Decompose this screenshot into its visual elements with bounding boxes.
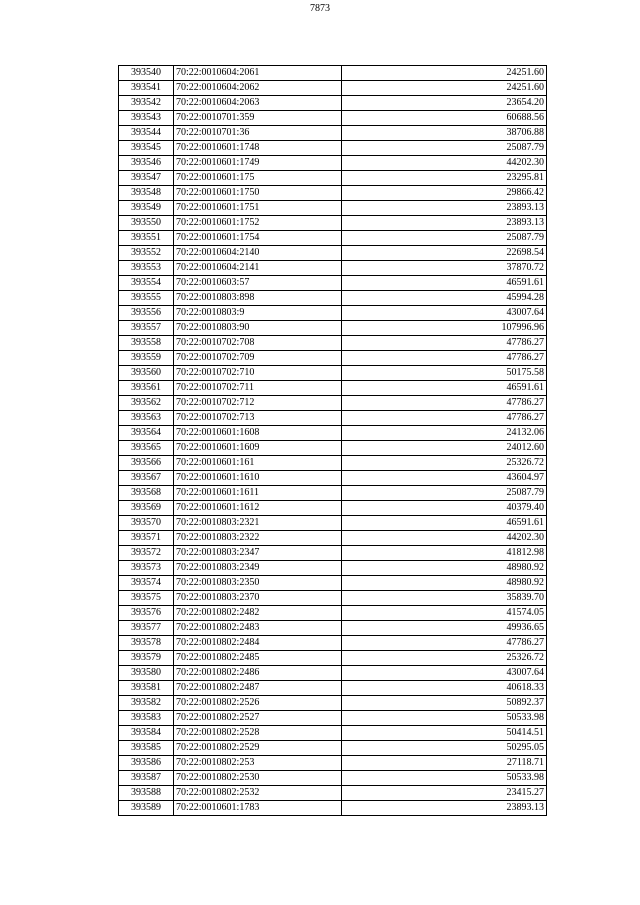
cadastral-value-cell: 60688.56 [342,111,547,126]
row-id-cell: 393587 [119,771,174,786]
row-id-cell: 393547 [119,171,174,186]
row-id-cell: 393568 [119,486,174,501]
table-row [119,336,547,351]
cadastral-number-cell: 70:22:0010803:2349 [174,561,342,576]
cadastral-number-cell: 70:22:0010702:712 [174,396,342,411]
table-row [119,171,547,186]
cadastral-number-cell: 70:22:0010802:2486 [174,666,342,681]
cadastral-value-cell: 41574.05 [342,606,547,621]
table-row [119,351,547,366]
cadastral-number-cell: 70:22:0010601:1754 [174,231,342,246]
table-row [119,711,547,726]
table-row [119,111,547,126]
row-id-cell: 393552 [119,246,174,261]
cadastral-number-cell: 70:22:0010803:2350 [174,576,342,591]
table-row [119,546,547,561]
cadastral-value-cell: 43604.97 [342,471,547,486]
table-row [119,81,547,96]
table-row [119,486,547,501]
row-id-cell: 393549 [119,201,174,216]
row-id-cell: 393548 [119,186,174,201]
row-id-cell: 393577 [119,621,174,636]
cadastral-number-cell: 70:22:0010802:2532 [174,786,342,801]
cadastral-value-table [118,65,547,816]
row-id-cell: 393572 [119,546,174,561]
row-id-cell: 393550 [119,216,174,231]
table-row [119,276,547,291]
row-id-cell: 393546 [119,156,174,171]
cadastral-number-cell: 70:22:0010802:2527 [174,711,342,726]
row-id-cell: 393583 [119,711,174,726]
cadastral-value-cell: 24132.06 [342,426,547,441]
cadastral-number-cell: 70:22:0010702:708 [174,336,342,351]
cadastral-value-cell: 50175.58 [342,366,547,381]
table-row [119,696,547,711]
cadastral-value-cell: 50533.98 [342,711,547,726]
cadastral-value-cell: 22698.54 [342,246,547,261]
cadastral-value-cell: 48980.92 [342,561,547,576]
row-id-cell: 393544 [119,126,174,141]
row-id-cell: 393564 [119,426,174,441]
row-id-cell: 393567 [119,471,174,486]
cadastral-value-cell: 35839.70 [342,591,547,606]
cadastral-number-cell: 70:22:0010601:1610 [174,471,342,486]
table-row [119,321,547,336]
cadastral-value-cell: 41812.98 [342,546,547,561]
row-id-cell: 393566 [119,456,174,471]
table-row [119,531,547,546]
row-id-cell: 393571 [119,531,174,546]
cadastral-value-cell: 23893.13 [342,801,547,816]
table-row [119,741,547,756]
cadastral-value-cell: 23654.20 [342,96,547,111]
table-row [119,381,547,396]
row-id-cell: 393578 [119,636,174,651]
table-row [119,261,547,276]
row-id-cell: 393540 [119,66,174,81]
cadastral-value-cell: 25326.72 [342,456,547,471]
table-row [119,216,547,231]
cadastral-value-cell: 29866.42 [342,186,547,201]
cadastral-number-cell: 70:22:0010601:1783 [174,801,342,816]
cadastral-number-cell: 70:22:0010702:710 [174,366,342,381]
cadastral-number-cell: 70:22:0010601:1609 [174,441,342,456]
cadastral-value-cell: 24251.60 [342,66,547,81]
cadastral-value-cell: 47786.27 [342,411,547,426]
row-id-cell: 393562 [119,396,174,411]
table-row [119,636,547,651]
cadastral-value-cell: 24251.60 [342,81,547,96]
row-id-cell: 393560 [119,366,174,381]
table-row [119,126,547,141]
cadastral-number-cell: 70:22:0010601:1611 [174,486,342,501]
cadastral-value-cell: 47786.27 [342,396,547,411]
table-row [119,561,547,576]
cadastral-number-cell: 70:22:0010601:1612 [174,501,342,516]
row-id-cell: 393588 [119,786,174,801]
cadastral-value-cell: 25087.79 [342,231,547,246]
table-row [119,801,547,816]
cadastral-number-cell: 70:22:0010802:2530 [174,771,342,786]
table-row [119,471,547,486]
cadastral-number-cell: 70:22:0010603:57 [174,276,342,291]
table-row [119,666,547,681]
table-row [119,606,547,621]
row-id-cell: 393585 [119,741,174,756]
cadastral-value-cell: 50533.98 [342,771,547,786]
row-id-cell: 393573 [119,561,174,576]
table-row [119,141,547,156]
row-id-cell: 393553 [119,261,174,276]
table-row [119,186,547,201]
row-id-cell: 393559 [119,351,174,366]
cadastral-number-cell: 70:22:0010702:711 [174,381,342,396]
table-row [119,291,547,306]
cadastral-number-cell: 70:22:0010701:359 [174,111,342,126]
cadastral-value-cell: 47786.27 [342,351,547,366]
cadastral-value-cell: 44202.30 [342,531,547,546]
cadastral-value-cell: 43007.64 [342,306,547,321]
row-id-cell: 393563 [119,411,174,426]
cadastral-value-cell: 40618.33 [342,681,547,696]
row-id-cell: 393569 [119,501,174,516]
row-id-cell: 393579 [119,651,174,666]
cadastral-number-cell: 70:22:0010601:1750 [174,186,342,201]
cadastral-number-cell: 70:22:0010803:898 [174,291,342,306]
cadastral-value-cell: 50414.51 [342,726,547,741]
cadastral-value-cell: 46591.61 [342,381,547,396]
row-id-cell: 393555 [119,291,174,306]
cadastral-value-cell: 23415.27 [342,786,547,801]
cadastral-value-cell: 37870.72 [342,261,547,276]
cadastral-number-cell: 70:22:0010802:2529 [174,741,342,756]
row-id-cell: 393584 [119,726,174,741]
cadastral-number-cell: 70:22:0010802:2528 [174,726,342,741]
row-id-cell: 393543 [119,111,174,126]
cadastral-value-cell: 25087.79 [342,486,547,501]
row-id-cell: 393582 [119,696,174,711]
table-row [119,516,547,531]
cadastral-value-cell: 43007.64 [342,666,547,681]
row-id-cell: 393574 [119,576,174,591]
cadastral-value-cell: 23893.13 [342,216,547,231]
table-row [119,771,547,786]
row-id-cell: 393556 [119,306,174,321]
cadastral-number-cell: 70:22:0010802:2484 [174,636,342,651]
cadastral-number-cell: 70:22:0010601:161 [174,456,342,471]
page-number: 7873 [310,3,330,14]
table-row [119,441,547,456]
cadastral-number-cell: 70:22:0010803:2370 [174,591,342,606]
cadastral-value-cell: 23893.13 [342,201,547,216]
table-row [119,681,547,696]
table-row [119,456,547,471]
row-id-cell: 393576 [119,606,174,621]
row-id-cell: 393581 [119,681,174,696]
row-id-cell: 393551 [119,231,174,246]
cadastral-value-cell: 46591.61 [342,516,547,531]
cadastral-value-cell: 47786.27 [342,636,547,651]
table-row [119,396,547,411]
table-row [119,651,547,666]
table-row [119,306,547,321]
table-row [119,201,547,216]
cadastral-value-cell: 48980.92 [342,576,547,591]
table-row [119,411,547,426]
row-id-cell: 393565 [119,441,174,456]
cadastral-value-cell: 44202.30 [342,156,547,171]
table-row [119,756,547,771]
cadastral-number-cell: 70:22:0010604:2063 [174,96,342,111]
cadastral-number-cell: 70:22:0010604:2141 [174,261,342,276]
row-id-cell: 393561 [119,381,174,396]
cadastral-number-cell: 70:22:0010601:1608 [174,426,342,441]
cadastral-value-cell: 23295.81 [342,171,547,186]
cadastral-number-cell: 70:22:0010802:2482 [174,606,342,621]
cadastral-value-cell: 27118.71 [342,756,547,771]
cadastral-number-cell: 70:22:0010604:2062 [174,81,342,96]
row-id-cell: 393542 [119,96,174,111]
table-row [119,591,547,606]
cadastral-number-cell: 70:22:0010604:2140 [174,246,342,261]
table-row [119,576,547,591]
cadastral-value-cell: 50295.05 [342,741,547,756]
cadastral-number-cell: 70:22:0010601:1751 [174,201,342,216]
table-row [119,726,547,741]
table-row [119,246,547,261]
table-row [119,96,547,111]
cadastral-number-cell: 70:22:0010802:2485 [174,651,342,666]
cadastral-number-cell: 70:22:0010601:1748 [174,141,342,156]
cadastral-value-cell: 40379.40 [342,501,547,516]
cadastral-number-cell: 70:22:0010802:2483 [174,621,342,636]
cadastral-number-cell: 70:22:0010802:2526 [174,696,342,711]
table-row [119,426,547,441]
cadastral-number-cell: 70:22:0010601:1752 [174,216,342,231]
row-id-cell: 393545 [119,141,174,156]
cadastral-number-cell: 70:22:0010803:2321 [174,516,342,531]
table-row [119,501,547,516]
table-row [119,231,547,246]
cadastral-number-cell: 70:22:0010803:9 [174,306,342,321]
table-row [119,786,547,801]
cadastral-value-cell: 46591.61 [342,276,547,291]
cadastral-value-cell: 38706.88 [342,126,547,141]
cadastral-value-cell: 47786.27 [342,336,547,351]
cadastral-number-cell: 70:22:0010604:2061 [174,66,342,81]
cadastral-value-cell: 25326.72 [342,651,547,666]
row-id-cell: 393586 [119,756,174,771]
cadastral-number-cell: 70:22:0010702:713 [174,411,342,426]
cadastral-number-cell: 70:22:0010803:90 [174,321,342,336]
row-id-cell: 393570 [119,516,174,531]
row-id-cell: 393554 [119,276,174,291]
table-row [119,156,547,171]
table-row [119,366,547,381]
table-row [119,621,547,636]
cadastral-number-cell: 70:22:0010803:2322 [174,531,342,546]
cadastral-value-cell: 107996.96 [342,321,547,336]
cadastral-value-cell: 24012.60 [342,441,547,456]
row-id-cell: 393557 [119,321,174,336]
cadastral-number-cell: 70:22:0010601:175 [174,171,342,186]
cadastral-number-cell: 70:22:0010601:1749 [174,156,342,171]
row-id-cell: 393558 [119,336,174,351]
cadastral-number-cell: 70:22:0010802:253 [174,756,342,771]
table-body [119,66,547,816]
cadastral-value-cell: 50892.37 [342,696,547,711]
cadastral-value-cell: 25087.79 [342,141,547,156]
table-row [119,66,547,81]
cadastral-number-cell: 70:22:0010702:709 [174,351,342,366]
row-id-cell: 393580 [119,666,174,681]
row-id-cell: 393541 [119,81,174,96]
cadastral-value-cell: 49936.65 [342,621,547,636]
cadastral-value-cell: 45994.28 [342,291,547,306]
cadastral-number-cell: 70:22:0010701:36 [174,126,342,141]
row-id-cell: 393589 [119,801,174,816]
cadastral-number-cell: 70:22:0010803:2347 [174,546,342,561]
cadastral-number-cell: 70:22:0010802:2487 [174,681,342,696]
row-id-cell: 393575 [119,591,174,606]
